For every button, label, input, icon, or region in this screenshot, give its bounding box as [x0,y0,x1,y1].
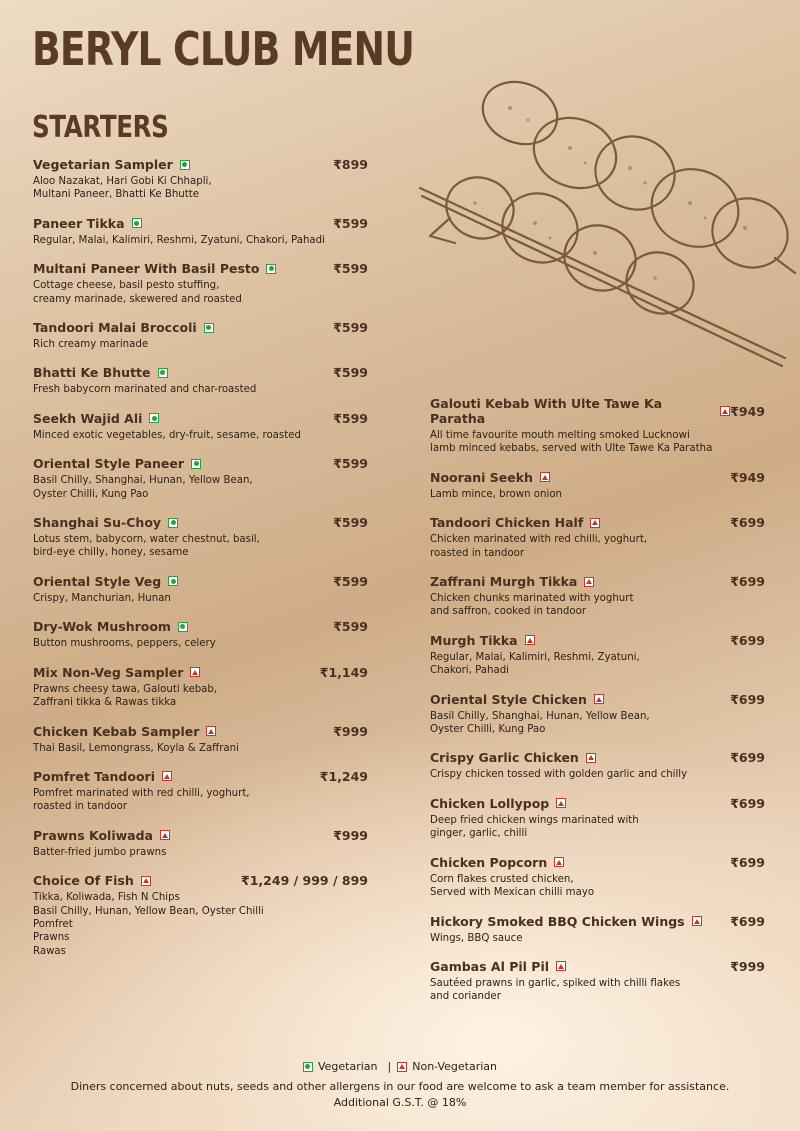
menu-item [430,959,765,1004]
veg-icon [191,459,201,469]
menu-item-name-wrap [33,769,172,784]
menu-item-description: Minced exotic vegetables, dry-fruit, sesame, roasted [33,429,301,441]
menu-item [430,574,765,619]
menu-item-price: ₹699 [730,854,765,870]
menu-item [33,574,368,605]
nonveg-icon [554,857,564,867]
nonveg-icon [141,876,151,886]
menu-item-description: Regular, Malai, Kalimiri, Reshmi, Zyatuni, Chakori, Pahadi [33,234,325,246]
veg-icon [158,368,168,378]
veg-icon [266,264,276,274]
menu-item-description: Regular, Malai, Kalimiri, Reshmi, Zyatuni, Chakori, Pahadi [430,651,640,677]
right-menu-column [430,396,765,1018]
menu-item-name-wrap [430,633,535,648]
menu-item-description: Crispy, Manchurian, Hunan [33,592,171,604]
menu-item-name: Oriental Style Paneer [33,456,185,472]
menu-item-price: ₹999 [333,827,368,843]
menu-item-name: Shanghai Su-Choy [33,515,162,531]
menu-item-header [430,633,765,648]
menu-item [430,633,765,678]
menu-item-name-wrap [33,216,142,231]
menu-item-name: Dry-Wok Mushroom [33,619,171,635]
menu-item-description: All time favourite mouth melting smoked Lucknowi lamb minced kebabs, served with Ulte Tawe Ka Paratha [430,430,713,455]
menu-item-name: Crispy Garlic Chicken [430,750,579,766]
section-heading-starters: STARTERS [32,110,169,145]
menu-item [430,855,765,900]
nonveg-icon [720,406,730,416]
menu-item-name: Chicken Kebab Sampler [33,723,200,739]
menu-item [33,365,368,396]
menu-item-header [33,769,368,784]
menu-item [33,619,368,650]
menu-item [430,750,765,781]
menu-item [33,828,368,859]
menu-item-name-wrap [33,665,200,680]
menu-item-name-wrap [33,261,276,276]
menu-item-price: ₹949 [730,469,765,485]
menu-item-price: ₹899 [333,157,368,172]
nonveg-icon [556,961,566,971]
veg-icon [132,218,142,228]
menu-item-name-wrap [33,411,159,426]
menu-item-name-wrap [430,692,604,707]
menu-item-description: Wings, BBQ sauce [430,932,523,944]
menu-title: BERYL CLUB MENU [32,22,415,76]
menu-item-header [33,365,368,380]
menu-item-name-wrap [33,157,190,172]
menu-item-name: Choice Of Fish [33,873,134,889]
menu-item-price: ₹1,249 [319,768,368,784]
menu-item-description: Basil Chilly, Shanghai, Hunan, Yellow Bean, Oyster Chilli, Kung Pao [33,475,253,500]
menu-item-name-wrap [33,515,178,530]
veg-icon [180,160,190,170]
menu-item-name: Gambas Al Pil Pil [430,958,550,974]
menu-item-price: ₹599 [333,515,368,531]
menu-item [33,515,368,560]
menu-item-price: ₹699 [730,574,765,590]
nonveg-icon [162,771,172,781]
menu-item-description: Fresh babycorn marinated and char-roasted [33,384,257,396]
menu-item-name-wrap [430,515,600,530]
menu-item-price: ₹1,249 / 999 / 899 [241,873,368,889]
menu-item-name: Pomfret Tandoori [33,768,156,784]
menu-item-header [33,261,368,276]
menu-item-header [430,796,765,811]
menu-item-description: Sautéed prawns in garlic, spiked with chilli flakes and coriander [430,977,681,1003]
menu-item [430,396,765,456]
menu-item-header [33,873,368,888]
veg-icon [168,576,178,586]
veg-icon [168,518,178,528]
menu-item-name: Oriental Style Chicken [430,691,587,707]
veg-icon [149,413,159,423]
nonveg-icon [160,830,170,840]
menu-item-price: ₹999 [333,723,368,739]
menu-item-price: ₹1,149 [319,664,368,680]
nonveg-icon [692,916,702,926]
menu-item-header [430,515,765,530]
menu-item-name-wrap [430,914,702,929]
menu-item-price: ₹599 [333,365,368,381]
menu-item-header [430,750,765,765]
menu-item [33,411,368,442]
menu-item-name: Bhatti Ke Bhutte [33,365,151,381]
nonveg-icon [540,472,550,482]
menu-item [33,769,368,814]
menu-item-name: Prawns Koliwada [33,827,153,843]
nonveg-icon [397,1062,407,1072]
veg-icon [178,622,188,632]
menu-item-description: Pomfret marinated with red chilli, yoghurt, roasted in tandoor [33,787,250,813]
menu-item-name: Oriental Style Veg [33,573,162,589]
menu-item-name: Chicken Popcorn [430,854,548,870]
menu-item [430,914,765,945]
menu-item-header [430,959,765,974]
nonveg-icon [594,694,604,704]
veg-icon [204,323,214,333]
menu-item-name-wrap [430,396,730,426]
menu-item-name: Vegetarian Sampler [33,157,173,172]
menu-item-price: ₹999 [730,958,765,974]
menu-item-header [33,157,368,172]
menu-item-name: Galouti Kebab With Ulte Tawe Ka Paratha [430,396,663,426]
gst-notice: Additional G.S.T. @ 18% [333,1096,467,1109]
menu-item [33,873,368,958]
menu-item-header [430,396,765,426]
menu-item [33,665,368,710]
menu-item [33,216,368,247]
menu-item-price: ₹599 [333,410,368,426]
menu-item-description: Chicken chunks marinated with yoghurt and saffron, cooked in tandoor [430,593,634,618]
menu-item-description: Lotus stem, babycorn, water chestnut, basil, bird-eye chilly, honey, sesame [33,534,260,559]
menu-item-price: ₹599 [333,215,368,231]
menu-item-name-wrap [33,456,201,471]
menu-item [430,796,765,841]
menu-item-header [430,855,765,870]
menu-item-description: Corn flakes crusted chicken, Served with Mexican chilli mayo [430,873,595,899]
menu-item-name: Tandoori Chicken Half [430,515,584,531]
allergen-notice: Diners concerned about nuts, seeds and other allergens in our food are welcome to ask a team member for assistance. [70,1080,730,1093]
menu-item-price: ₹699 [730,691,765,707]
menu-item-name: Zaffrani Murgh Tikka [430,574,578,590]
menu-item-price: ₹949 [730,403,765,419]
nonveg-icon [584,577,594,587]
menu-item-name: Noorani Seekh [430,469,533,485]
menu-item-header [33,456,368,471]
menu-item-description: Tikka, Koliwada, Fish N Chips Basil Chilly, Hunan, Yellow Bean, Oyster Chilli Pomfret Prawns Rawas [33,892,264,957]
menu-item-description: Button mushrooms, peppers, celery [33,638,216,650]
menu-item-name: Paneer Tikka [33,215,125,231]
menu-item-description: Prawns cheesy tawa, Galouti kebab, Zaffrani tikka & Rawas tikka [33,683,218,709]
menu-item-header [33,619,368,634]
menu-item-name: Murgh Tikka [430,632,518,648]
menu-item-name-wrap [430,750,596,765]
menu-item-name-wrap [33,724,216,739]
menu-item-name-wrap [33,574,178,589]
menu-item-description: Crispy chicken tossed with golden garlic and chilly [430,769,688,781]
menu-item-price: ₹699 [730,795,765,811]
menu-item [33,261,368,306]
menu-item [33,456,368,501]
nonveg-icon [586,753,596,763]
diet-legend [0,1060,800,1073]
nonveg-icon [190,667,200,677]
menu-item [430,515,765,560]
menu-item [33,157,368,202]
menu-item-header [430,914,765,929]
menu-item-name: Multani Paneer With Basil Pesto [33,261,260,277]
menu-item [33,320,368,351]
menu-item-price: ₹599 [333,619,368,635]
menu-item-name: Tandoori Malai Broccoli [33,320,197,336]
menu-item-price: ₹599 [333,573,368,589]
menu-item-header [33,320,368,335]
menu-item-header [33,665,368,680]
menu-item-header [33,724,368,739]
menu-item-name-wrap [430,574,594,589]
menu-item-description: Chicken marinated with red chilli, yoghurt, roasted in tandoor [430,534,648,559]
menu-item-description: Aloo Nazakat, Hari Gobi Ki Chhapli, Multani Paneer, Bhatti Ke Bhutte [33,176,212,201]
menu-item-price: ₹699 [730,750,765,766]
menu-item-name-wrap [33,365,168,380]
menu-item-description: Batter-fried jumbo prawns [33,846,167,858]
menu-item-description: Deep fried chicken wings marinated with ginger, garlic, chilli [430,814,639,840]
menu-item-name: Chicken Lollypop [430,795,550,811]
menu-item-header [430,574,765,589]
menu-item-header [33,574,368,589]
legend-nonveg-label: Non-Vegetarian [412,1060,498,1073]
menu-item-price: ₹699 [730,913,765,929]
menu-item-name-wrap [33,320,214,335]
menu-item [430,470,765,501]
nonveg-icon [590,518,600,528]
menu-item-name-wrap [430,959,566,974]
menu-item-price: ₹599 [333,456,368,472]
menu-item-header [33,515,368,530]
legend-veg-label: Vegetarian [317,1060,378,1073]
menu-item-price: ₹599 [333,261,368,277]
menu-item-name-wrap [430,470,550,485]
menu-item-header [33,216,368,231]
menu-item-header [430,692,765,707]
menu-item-description: Lamb mince, brown onion [430,488,563,500]
menu-item-header [430,470,765,485]
menu-item-header [33,411,368,426]
menu-item-name-wrap [430,796,566,811]
menu-item-description: Thai Basil, Lemongrass, Koyla & Zaffrani [33,742,239,754]
menu-item-price: ₹699 [730,515,765,531]
menu-item [430,692,765,737]
nonveg-icon [556,798,566,808]
menu-item-name-wrap [33,873,151,888]
menu-item-name: Mix Non-Veg Sampler [33,664,184,680]
menu-item-name-wrap [33,619,188,634]
menu-item-price: ₹599 [333,320,368,336]
kebab-skewer-icon [410,58,800,378]
menu-item-name: Seekh Wajid Ali [33,410,143,426]
menu-item-name: Hickory Smoked BBQ Chicken Wings [430,913,685,929]
menu-item-name-wrap [430,855,564,870]
menu-item-name-wrap [33,828,170,843]
menu-item-price: ₹699 [730,632,765,648]
nonveg-icon [206,726,216,736]
menu-item-header [33,828,368,843]
menu-item [33,724,368,755]
menu-item-description: Cottage cheese, basil pesto stuffing, creamy marinade, skewered and roasted [33,280,242,305]
veg-icon [303,1062,313,1072]
menu-item-description: Rich creamy marinade [33,339,149,351]
menu-item-description: Basil Chilly, Shanghai, Hunan, Yellow Bean, Oyster Chilli, Kung Pao [430,710,650,736]
legend-separator: | [387,1060,392,1073]
left-menu-column [33,157,368,972]
nonveg-icon [525,635,535,645]
